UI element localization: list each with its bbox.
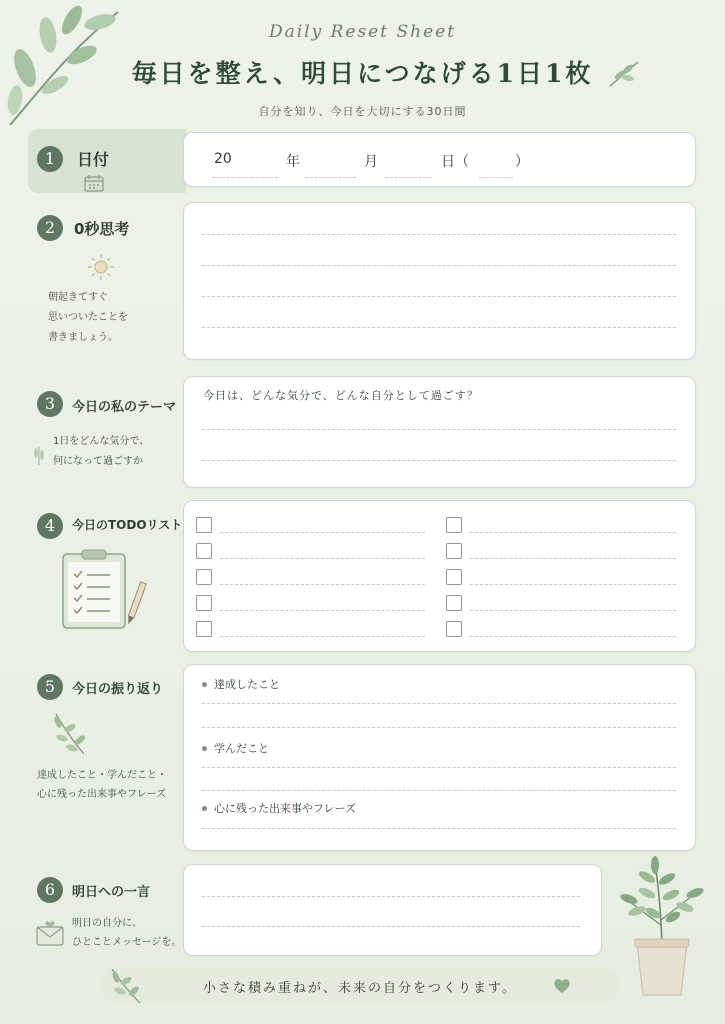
weekday-line[interactable] bbox=[479, 177, 513, 178]
zero-seconds-note-1: 朝起きてすぐ bbox=[48, 292, 108, 303]
review-line[interactable] bbox=[202, 727, 676, 728]
tomorrow-box bbox=[183, 864, 602, 956]
page-title: 毎日を整え、明日につなげる1日1枚 bbox=[131, 59, 594, 88]
page-subtitle: 自分を知り、今日を大切にする30日間 bbox=[258, 105, 467, 118]
todo-checkbox[interactable] bbox=[196, 569, 212, 585]
day-line[interactable] bbox=[385, 177, 431, 178]
review-item-achieved: 達成したこと bbox=[214, 678, 280, 691]
sun-icon bbox=[86, 252, 116, 282]
day-label: 日（ bbox=[441, 154, 469, 170]
sprig-icon bbox=[608, 60, 640, 88]
sprig-icon bbox=[32, 443, 46, 465]
envelope-icon bbox=[35, 919, 65, 947]
weekday-close: ） bbox=[515, 154, 529, 170]
zero-seconds-line[interactable] bbox=[202, 265, 676, 266]
todo-box bbox=[183, 500, 696, 652]
todo-line[interactable] bbox=[220, 532, 425, 533]
todo-line[interactable] bbox=[470, 636, 676, 637]
tomorrow-line[interactable] bbox=[202, 896, 580, 897]
todo-checkbox[interactable] bbox=[196, 595, 212, 611]
tomorrow-line[interactable] bbox=[202, 926, 580, 927]
section-number-5: 5 bbox=[37, 674, 63, 700]
footer-message: 小さな積み重ねが、未来の自分をつくります。 bbox=[203, 981, 517, 996]
sprig-icon bbox=[50, 710, 90, 756]
review-note-1: 達成したこと・学んだこと・ bbox=[37, 770, 167, 781]
section-number-6: 6 bbox=[37, 877, 63, 903]
review-item-memorable: 心に残った出来事やフレーズ bbox=[214, 802, 357, 815]
zero-seconds-line[interactable] bbox=[202, 296, 676, 297]
section-number-1: 1 bbox=[37, 146, 63, 172]
todo-line[interactable] bbox=[220, 558, 425, 559]
theme-line[interactable] bbox=[202, 429, 676, 430]
section-title-todo: 今日のTODOリスト bbox=[72, 518, 183, 532]
month-label: 月 bbox=[364, 154, 378, 170]
date-box bbox=[183, 132, 696, 187]
todo-line[interactable] bbox=[220, 584, 425, 585]
theme-line[interactable] bbox=[202, 460, 676, 461]
section-title-tomorrow: 明日への一言 bbox=[72, 885, 151, 900]
zero-seconds-box bbox=[183, 202, 696, 360]
clipboard-checklist-icon bbox=[60, 548, 150, 630]
todo-checkbox[interactable] bbox=[446, 517, 462, 533]
year-line[interactable] bbox=[212, 177, 278, 178]
todo-checkbox[interactable] bbox=[196, 621, 212, 637]
zero-seconds-note-2: 思いついたことを bbox=[48, 312, 128, 323]
section-number-3: 3 bbox=[37, 391, 63, 417]
bullet-dot bbox=[202, 682, 207, 687]
zero-seconds-line[interactable] bbox=[202, 234, 676, 235]
section-number-4: 4 bbox=[37, 513, 63, 539]
todo-line[interactable] bbox=[470, 532, 676, 533]
review-line[interactable] bbox=[202, 828, 676, 829]
todo-line[interactable] bbox=[220, 610, 425, 611]
review-note-2: 心に残った出来事やフレーズ bbox=[37, 789, 167, 800]
tomorrow-note-1: 明日の自分に、 bbox=[72, 918, 142, 929]
todo-checkbox[interactable] bbox=[196, 543, 212, 559]
todo-line[interactable] bbox=[470, 558, 676, 559]
section-title-zero-seconds: 0秒思考 bbox=[74, 220, 130, 238]
year-prefix: 20 bbox=[214, 151, 232, 167]
review-line[interactable] bbox=[202, 790, 676, 791]
calendar-icon bbox=[84, 174, 104, 192]
bullet-dot bbox=[202, 746, 207, 751]
year-label: 年 bbox=[286, 154, 300, 170]
review-box bbox=[183, 664, 696, 851]
section-title-date: 日付 bbox=[77, 150, 110, 169]
todo-checkbox[interactable] bbox=[446, 543, 462, 559]
todo-checkbox[interactable] bbox=[196, 517, 212, 533]
script-title: Daily Reset Sheet bbox=[268, 22, 457, 42]
tomorrow-note-2: ひとことメッセージを。 bbox=[72, 937, 182, 948]
theme-prompt: 今日は、どんな気分で、どんな自分として過ごす？ bbox=[203, 389, 479, 402]
theme-note-1: 1日をどんな気分で、 bbox=[53, 436, 150, 447]
heart-icon bbox=[553, 978, 571, 994]
todo-line[interactable] bbox=[470, 610, 676, 611]
month-line[interactable] bbox=[305, 177, 356, 178]
todo-line[interactable] bbox=[470, 584, 676, 585]
todo-checkbox[interactable] bbox=[446, 595, 462, 611]
section-number-2: 2 bbox=[37, 215, 63, 241]
zero-seconds-note-3: 書きましょう。 bbox=[48, 332, 118, 343]
todo-checkbox[interactable] bbox=[446, 621, 462, 637]
theme-note-2: 何になって過ごすか bbox=[53, 456, 143, 467]
zero-seconds-line[interactable] bbox=[202, 327, 676, 328]
review-item-learned: 学んだこと bbox=[214, 742, 269, 755]
review-line[interactable] bbox=[202, 703, 676, 704]
todo-checkbox[interactable] bbox=[446, 569, 462, 585]
todo-line[interactable] bbox=[220, 636, 425, 637]
review-line[interactable] bbox=[202, 767, 676, 768]
section-title-review: 今日の振り返り bbox=[72, 682, 164, 697]
potted-plant-icon bbox=[617, 855, 707, 1000]
bullet-dot bbox=[202, 806, 207, 811]
section-title-theme: 今日の私のテーマ bbox=[72, 400, 177, 415]
